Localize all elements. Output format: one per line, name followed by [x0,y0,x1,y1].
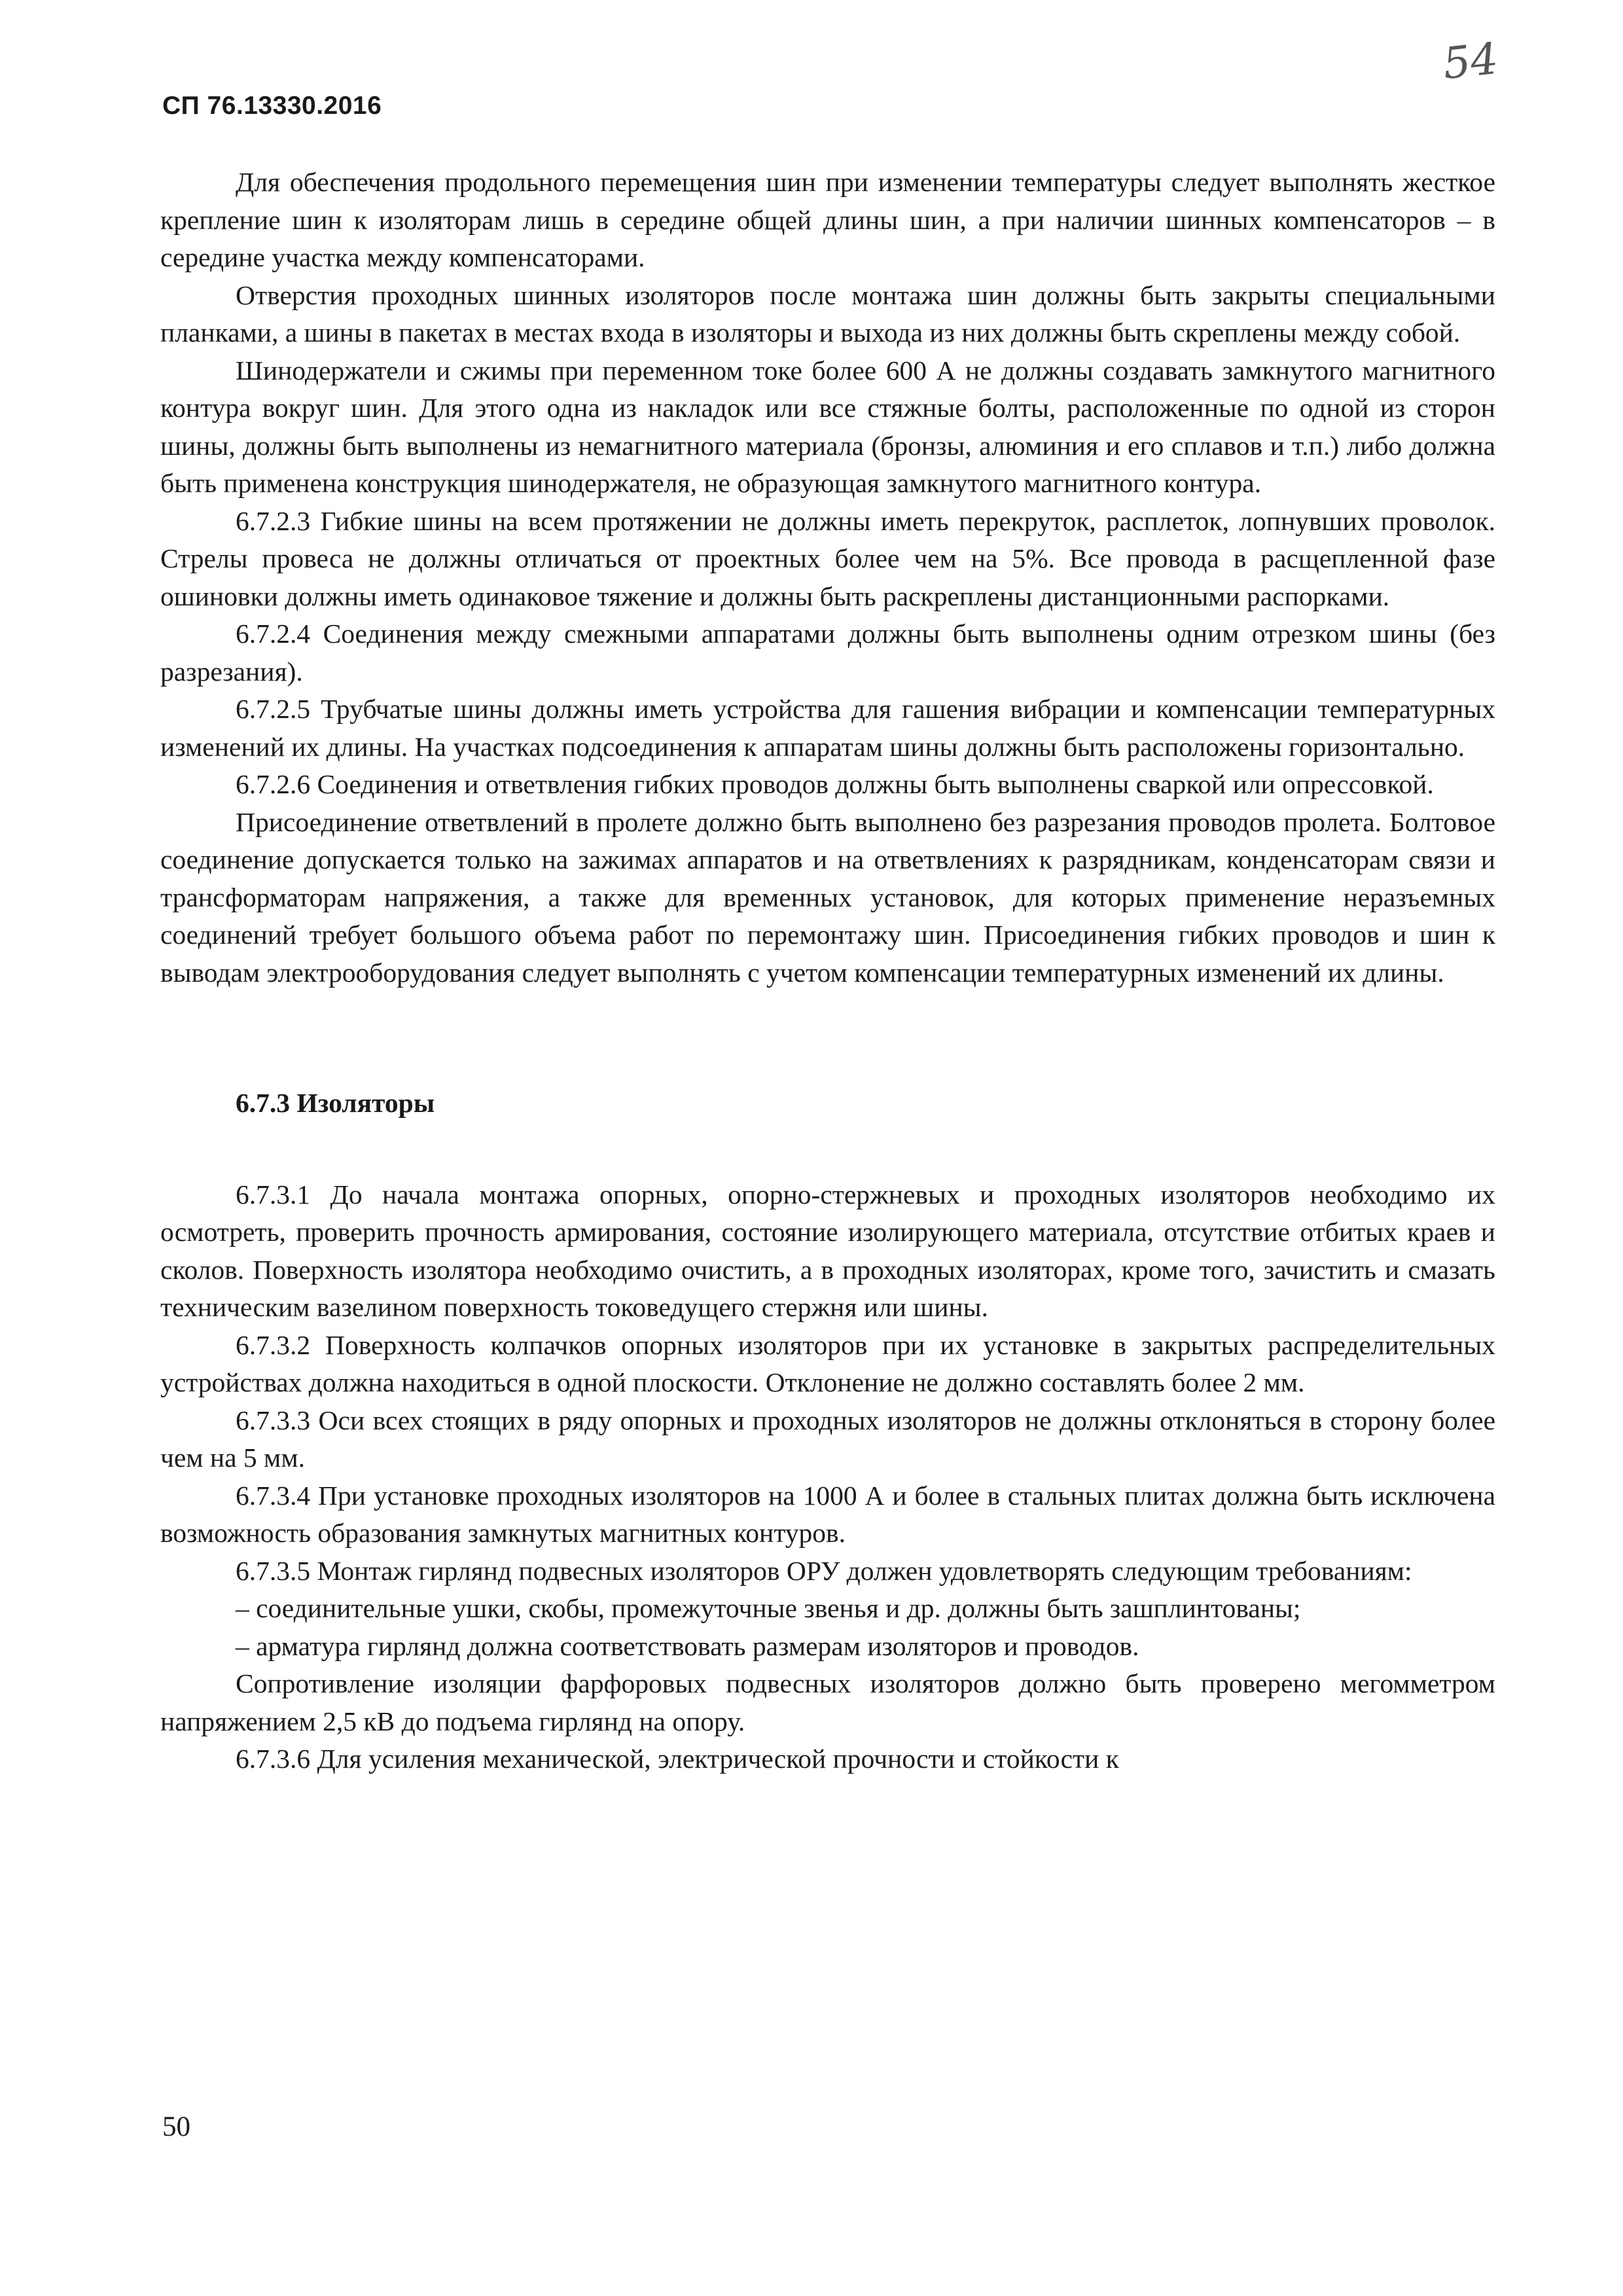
paragraph-6-7-3-2: 6.7.3.2 Поверхность колпачков опорных изоляторов при их установке в закрытых распределительных устройствах должна находиться в одной плоскости. Отклонение не должно составлять более 2 мм. [160,1329,1495,1397]
paragraph-6-7-2-6: 6.7.2.6 Соединения и ответвления гибких проводов должны быть выполнены сваркой или опрессовкой. [236,769,1434,799]
paragraph: Шинодержатели и сжимы при переменном токе более 600 А не должны создавать замкнутого магнитного контура вокруг шин. Для этого одна из накладок или все стяжные болты, расположенные по одной из сторон шины, должны быть выполнены из немагнитного материала (бронзы, алюминия и его сплавов и т.п.) либо должна быть применена конструкция шинодержателя, не образующая замкнутого магнитного контура. [160,355,1495,498]
page-number: 50 [162,2111,190,2142]
paragraph-6-7-2-3: 6.7.2.3 Гибкие шины на всем протяжении не должны иметь перекруток, расплеток, лопнувших проволок. Стрелы провеса не должны отличаться от проектных более чем на 5%. Все провода в расщепленной фазе ошиновки должны иметь одинаковое тяжение и должны быть раскреплены дистанционными распорками. [160,505,1495,611]
paragraph-6-7-3-5: 6.7.3.5 Монтаж гирлянд подвесных изоляторов ОРУ должен удовлетворять следующим требованиям: [236,1555,1412,1586]
paragraph-6-7-2-4: 6.7.2.4 Соединения между смежными аппаратами должны быть выполнены одним отрезком шины (без разрезания). [160,619,1495,687]
paragraph-6-7-3-4: 6.7.3.4 При установке проходных изоляторов на 1000 А и более в стальных плитах должна быть исключена возможность образования замкнутых магнитных контуров. [160,1480,1495,1548]
paragraph-6-7-3-6: 6.7.3.6 Для усиления механической, электрической прочности и стойкости к [236,1744,1119,1774]
paragraph: Присоединение ответвлений в пролете должно быть выполнено без разрезания проводов пролета. Болтовое соединение допускается только на зажимах аппаратов и на ответвлениях к разрядникам, конденсаторам связи и трансформаторам напряжения, а также для временных установок, для которых применение неразъемных соединений требует большого объема работ по перемонтажу шин. Присоединения гибких проводов и шин к выводам электрооборудования следует выполнять с учетом компенсации температурных изменений их длины. [160,806,1495,988]
paragraph-6-7-2-5: 6.7.2.5 Трубчатые шины должны иметь устройства для гашения вибрации и компенсации температурных изменений их длины. На участках подсоединения к аппаратам шины должны быть расположены горизонтально. [160,694,1495,762]
handwritten-page-number: 54 [1440,33,1501,90]
section-heading: 6.7.3 Изоляторы [236,1088,435,1118]
paragraph: Отверстия проходных шинных изоляторов после монтажа шин должны быть закрыты специальными планками, а шины в пакетах в местах входа в изоляторы и выхода из них должны быть скреплены между собой. [160,279,1495,348]
paragraph-6-7-3-3: 6.7.3.3 Оси всех стоящих в ряду опорных и проходных изоляторов не должны отклоняться в сторону более чем на 5 мм. [160,1405,1495,1473]
paragraph-6-7-3-1: 6.7.3.1 До начала монтажа опорных, опорно-стержневых и проходных изоляторов необходимо их осмотреть, проверить прочность армирования, состояние изолирующего материала, отсутствие отбитых краев и сколов. Поверхность изолятора необходимо очистить, а в проходных изоляторах, кроме того, зачистить и смазать техническим вазелином поверхность токоведущего стержня или шины. [160,1179,1495,1322]
document-code: СП 76.13330.2016 [162,92,382,120]
list-item: – соединительные ушки, скобы, промежуточные звенья и др. должны быть зашплинтованы; [236,1593,1301,1623]
list-item: – арматура гирлянд должна соответствовать размерам изоляторов и проводов. [236,1630,1139,1661]
document-body [160,164,1495,1778]
paragraph: Для обеспечения продольного перемещения шин при изменении температуры следует выполнять жесткое крепление шин к изоляторам лишь в середине общей длины шин, а при наличии шинных компенсаторов – в середине участка между компенсаторами. [160,167,1495,272]
paragraph: Сопротивление изоляции фарфоровых подвесных изоляторов должно быть проверено мегомметром напряжением 2,5 кВ до подъема гирлянд на опору. [160,1668,1495,1736]
